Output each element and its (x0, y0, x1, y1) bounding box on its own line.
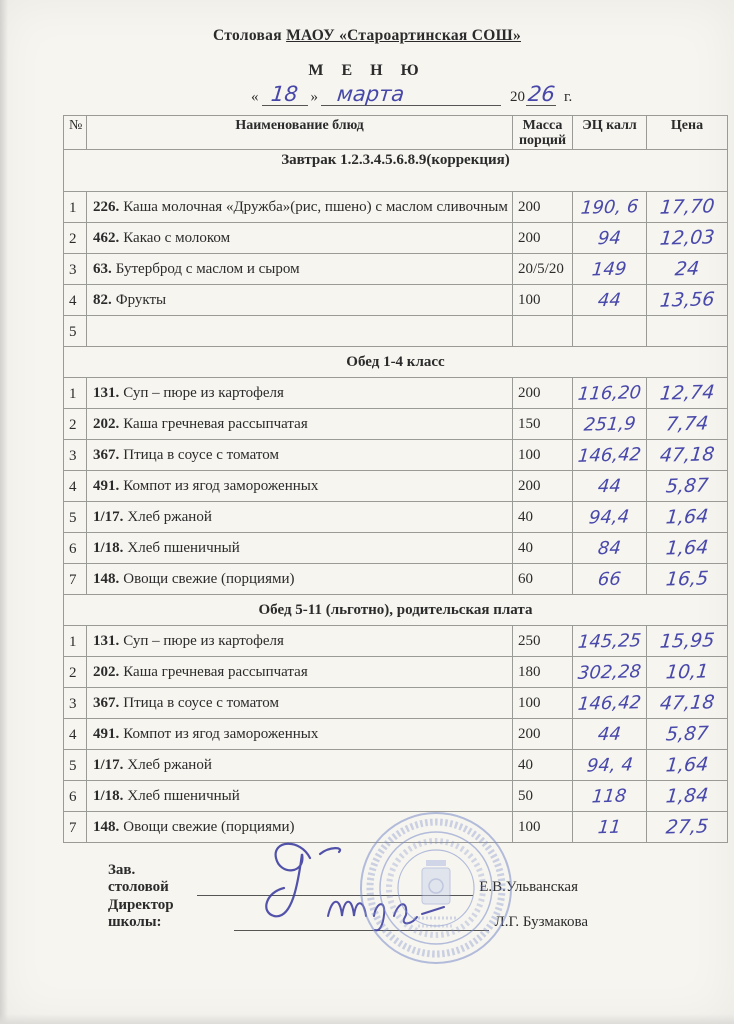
table-row (64, 285, 728, 316)
price-handwritten: 47,18 (658, 443, 716, 467)
price-cell (647, 657, 728, 688)
dish-title: Каша гречневая рассыпчатая (123, 663, 308, 680)
row-number: 2 (64, 657, 87, 688)
signature-row-zav (108, 862, 578, 896)
kcal-cell (573, 688, 647, 719)
price-cell (647, 285, 728, 316)
price-cell (647, 192, 728, 223)
price-handwritten: 47,18 (658, 691, 716, 715)
kcal-handwritten: 94 (597, 227, 622, 249)
signature-line (197, 878, 473, 896)
dish-name-cell (87, 316, 513, 347)
signature-row-director (108, 897, 588, 931)
table-row (64, 378, 728, 409)
price-handwritten: 24 (673, 257, 701, 281)
kcal-cell (573, 192, 647, 223)
kcal-handwritten: 251,9 (582, 412, 637, 436)
kcal-cell (573, 750, 647, 781)
table-row (64, 502, 728, 533)
kcal-cell (573, 657, 647, 688)
kcal-cell (573, 378, 647, 409)
dish-code: 491. (93, 477, 120, 494)
table-row (64, 471, 728, 502)
price-handwritten: 12,03 (658, 226, 716, 250)
table-row (64, 688, 728, 719)
row-number: 3 (64, 440, 87, 471)
dish-name-cell (87, 812, 513, 843)
price-cell (647, 378, 728, 409)
menu-heading: М Е Н Ю (308, 62, 426, 79)
mass-cell: 200 (513, 223, 573, 254)
table-header-row (64, 116, 728, 150)
dish-title: Каша молочная «Дружба»(рис, пшено) с маслом сливочным (123, 198, 508, 215)
dish-code: 226. (93, 198, 120, 215)
kcal-cell (573, 471, 647, 502)
price-cell (647, 502, 728, 533)
column-header-kcal: ЭЦ калл (573, 116, 647, 150)
row-number: 1 (64, 626, 87, 657)
price-handwritten: 27,5 (664, 815, 710, 839)
section-title: Обед 1-4 класс (64, 347, 728, 378)
row-number: 5 (64, 502, 87, 533)
zav-name: Е.В.Ульванская (479, 879, 578, 895)
section-header-breakfast (64, 150, 728, 192)
price-handwritten: 1,64 (664, 505, 710, 529)
kcal-cell (573, 502, 647, 533)
kcal-cell (573, 812, 647, 843)
price-cell (647, 316, 728, 347)
kcal-handwritten: 44 (597, 289, 622, 311)
table-row (64, 316, 728, 347)
table-row (64, 781, 728, 812)
zav-label: Зав. столовой (108, 862, 169, 895)
dish-code: 1/18. (93, 787, 124, 804)
price-handwritten: 15,95 (658, 629, 716, 653)
row-number: 4 (64, 471, 87, 502)
row-number: 7 (64, 564, 87, 595)
column-header-number: № (64, 116, 87, 150)
table-row (64, 440, 728, 471)
table-row (64, 533, 728, 564)
row-number: 1 (64, 192, 87, 223)
dish-name-cell (87, 223, 513, 254)
dish-code: 131. (93, 632, 120, 649)
dish-name-cell (87, 626, 513, 657)
kcal-handwritten: 44 (597, 723, 622, 745)
kcal-handwritten: 66 (597, 568, 622, 590)
document-title (0, 27, 734, 45)
dish-title: Птица в соусе с томатом (123, 694, 279, 711)
price-handwritten: 1,84 (664, 784, 710, 808)
price-handwritten: 1,64 (664, 753, 710, 777)
school-name: МАОУ «Староартинская СОШ» (286, 27, 521, 44)
section-title: Обед 5-11 (льготно), родительская плата (64, 595, 728, 626)
table-row (64, 719, 728, 750)
dish-name-cell (87, 502, 513, 533)
dish-name-cell (87, 781, 513, 812)
mass-cell: 50 (513, 781, 573, 812)
kcal-handwritten: 11 (597, 816, 622, 838)
dish-name-cell (87, 688, 513, 719)
kcal-handwritten: 302,28 (576, 660, 643, 684)
section-header-lunch-1-4 (64, 347, 728, 378)
price-cell (647, 564, 728, 595)
table-row (64, 657, 728, 688)
section-header-lunch-5-11 (64, 595, 728, 626)
mass-cell: 200 (513, 378, 573, 409)
dish-code: 462. (93, 229, 120, 246)
kcal-cell (573, 409, 647, 440)
price-handwritten: 17,70 (658, 195, 716, 219)
date-year-printed: 20 (510, 89, 525, 105)
dish-title: Хлеб ржаной (127, 756, 212, 773)
row-number: 5 (64, 750, 87, 781)
price-handwritten: 13,56 (658, 288, 716, 312)
dish-title: Каша гречневая рассыпчатая (123, 415, 308, 432)
price-cell (647, 533, 728, 564)
dish-title: Хлеб пшеничный (127, 539, 240, 556)
document-title-prefix: Столовая (213, 27, 287, 44)
dish-code: 202. (93, 663, 120, 680)
dish-code: 1/17. (93, 508, 124, 525)
row-number: 3 (64, 254, 87, 285)
dish-title: Компот из ягод замороженных (123, 477, 319, 494)
kcal-handwritten: 84 (597, 537, 622, 559)
dish-code: 63. (93, 260, 112, 277)
section-title: Завтрак 1.2.3.4.5.6.8.9(коррекция) (64, 150, 728, 192)
kcal-handwritten: 146,42 (576, 691, 643, 715)
dish-title: Птица в соусе с томатом (123, 446, 279, 463)
dish-title: Хлеб пшеничный (127, 787, 240, 804)
dish-name-cell (87, 750, 513, 781)
kcal-cell (573, 626, 647, 657)
dish-title: Компот из ягод замороженных (123, 725, 319, 742)
row-number: 4 (64, 285, 87, 316)
dish-title: Суп – пюре из картофеля (123, 384, 284, 401)
date-close-quote: » (310, 89, 318, 105)
signature-line (234, 913, 489, 931)
price-cell (647, 719, 728, 750)
dish-name-cell (87, 657, 513, 688)
column-header-mass: Масса порций (513, 116, 573, 150)
price-handwritten: 5,87 (664, 474, 710, 498)
dish-title: Хлеб ржаной (127, 508, 212, 525)
mass-cell: 40 (513, 533, 573, 564)
kcal-cell (573, 781, 647, 812)
dish-code: 1/18. (93, 539, 124, 556)
kcal-cell (573, 533, 647, 564)
row-number: 6 (64, 533, 87, 564)
price-cell (647, 254, 728, 285)
kcal-handwritten: 44 (597, 475, 622, 497)
dish-name-cell (87, 533, 513, 564)
dish-code: 491. (93, 725, 120, 742)
kcal-cell (573, 316, 647, 347)
table-row (64, 564, 728, 595)
price-cell (647, 471, 728, 502)
price-handwritten: 10,1 (664, 660, 710, 684)
date-day-handwritten: 18 (269, 82, 300, 107)
dish-code: 131. (93, 384, 120, 401)
mass-cell: 200 (513, 471, 573, 502)
row-number: 4 (64, 719, 87, 750)
row-number: 2 (64, 409, 87, 440)
dish-code: 82. (93, 291, 112, 308)
kcal-cell (573, 440, 647, 471)
price-cell (647, 626, 728, 657)
kcal-handwritten: 145,25 (576, 629, 643, 653)
dish-title: Овощи свежие (порциями) (123, 818, 295, 835)
mass-cell (513, 316, 573, 347)
price-handwritten: 16,5 (664, 567, 710, 591)
kcal-cell (573, 719, 647, 750)
dish-title: Суп – пюре из картофеля (123, 632, 284, 649)
dish-code: 367. (93, 446, 120, 463)
mass-cell: 100 (513, 812, 573, 843)
table-row (64, 750, 728, 781)
date-month-field (321, 82, 501, 107)
director-name: Л.Г. Бузмакова (494, 914, 588, 930)
mass-cell: 40 (513, 750, 573, 781)
kcal-cell (573, 285, 647, 316)
dish-title: Фрукты (115, 291, 167, 308)
mass-cell: 40 (513, 502, 573, 533)
column-header-price: Цена (647, 116, 728, 150)
mass-cell: 200 (513, 192, 573, 223)
dish-name-cell (87, 471, 513, 502)
kcal-handwritten: 118 (591, 785, 628, 807)
dish-name-cell (87, 192, 513, 223)
director-label: Директор школы: (108, 897, 174, 930)
dish-name-cell (87, 254, 513, 285)
dish-name-cell (87, 440, 513, 471)
kcal-cell (573, 564, 647, 595)
dish-title: Овощи свежие (порциями) (123, 570, 295, 587)
row-number: 7 (64, 812, 87, 843)
table-row (64, 812, 728, 843)
mass-cell: 100 (513, 285, 573, 316)
price-cell (647, 440, 728, 471)
price-cell (647, 688, 728, 719)
date-month-handwritten: марта (335, 82, 406, 107)
menu-table (63, 115, 728, 843)
mass-cell: 200 (513, 719, 573, 750)
mass-cell: 150 (513, 409, 573, 440)
date-year-field (526, 82, 556, 107)
dish-name-cell (87, 564, 513, 595)
mass-cell: 60 (513, 564, 573, 595)
kcal-handwritten: 190, 6 (579, 195, 640, 219)
table-row (64, 626, 728, 657)
mass-cell: 100 (513, 440, 573, 471)
price-handwritten: 1,64 (664, 536, 710, 560)
kcal-handwritten: 94, 4 (585, 753, 634, 777)
dish-title: Бутерброд с маслом и сыром (115, 260, 300, 277)
row-number: 3 (64, 688, 87, 719)
price-handwritten: 12,74 (658, 381, 716, 405)
row-number: 5 (64, 316, 87, 347)
price-cell (647, 409, 728, 440)
dish-code: 367. (93, 694, 120, 711)
dish-name-cell (87, 409, 513, 440)
price-handwritten: 5,87 (664, 722, 710, 746)
price-cell (647, 781, 728, 812)
kcal-handwritten: 116,20 (576, 381, 643, 405)
dish-code: 1/17. (93, 756, 124, 773)
mass-cell: 250 (513, 626, 573, 657)
price-cell (647, 812, 728, 843)
mass-cell: 100 (513, 688, 573, 719)
table-row (64, 223, 728, 254)
dish-name-cell (87, 285, 513, 316)
date-open-quote: « (251, 89, 259, 105)
date-day-field (262, 82, 308, 107)
kcal-cell (573, 254, 647, 285)
mass-cell: 180 (513, 657, 573, 688)
price-cell (647, 223, 728, 254)
price-cell (647, 750, 728, 781)
price-handwritten: 7,74 (664, 412, 710, 436)
kcal-handwritten: 94,4 (588, 505, 631, 529)
date-line (248, 80, 575, 106)
row-number: 2 (64, 223, 87, 254)
date-year-handwritten: 26 (526, 82, 556, 107)
dish-name-cell (87, 719, 513, 750)
dish-name-cell (87, 378, 513, 409)
column-header-dish-name: Наименование блюд (87, 116, 513, 150)
row-number: 6 (64, 781, 87, 812)
table-row (64, 192, 728, 223)
dish-code: 148. (93, 818, 120, 835)
table-row (64, 409, 728, 440)
mass-cell: 20/5/20 (513, 254, 573, 285)
dish-code: 148. (93, 570, 120, 587)
dish-title: Какао с молоком (123, 229, 231, 246)
kcal-handwritten: 146,42 (576, 443, 643, 467)
date-year-suffix: г. (564, 89, 573, 105)
dish-code: 202. (93, 415, 120, 432)
row-number: 1 (64, 378, 87, 409)
kcal-cell (573, 223, 647, 254)
table-row (64, 254, 728, 285)
kcal-handwritten: 149 (591, 258, 628, 280)
